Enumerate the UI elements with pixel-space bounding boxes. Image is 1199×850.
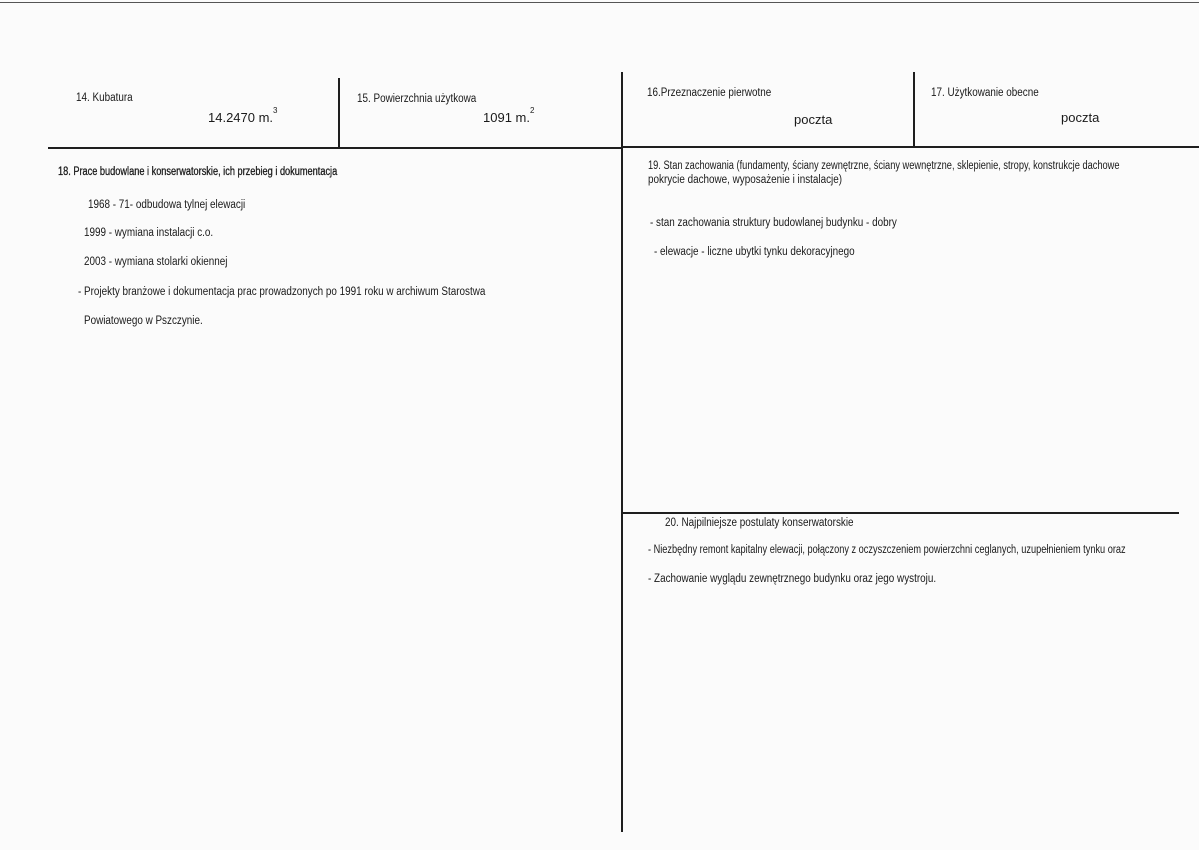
top-border: [0, 2, 1199, 3]
uzytkowanie-value: poczta: [1061, 110, 1100, 125]
section-20-item: - Zachowanie wyglądu zewnętrznego budynku oraz jego wystroju.: [648, 573, 937, 585]
section-19-title-cont: pokrycie dachowe, wyposażenie i instalacje): [648, 174, 843, 186]
section-18-item: - Projekty branżowe i dokumentacja prac prowadzonych po 1991 roku w archiwum Starostwa: [78, 286, 486, 298]
divider-20: [622, 512, 1179, 514]
divider-14-15: [338, 78, 340, 148]
section-18-item: Powiatowego w Pszczynie.: [84, 315, 203, 327]
kubatura-value: 14.2470 m.$^3$: [208, 106, 278, 125]
przeznaczenie-value: poczta: [794, 112, 833, 127]
powierzchnia-label: 15. Powierzchnia użytkowa: [357, 93, 477, 105]
section-19-item: - elewacje - liczne ubytki tynku dekoracyjnego: [654, 246, 855, 258]
section-19-title: 19. Stan zachowania (fundamenty, ściany zewnętrzne, ściany wewnętrzne, sklepienie, stropy, konstrukcje dachowe: [648, 160, 1120, 172]
section-18-title: 18. Prace budowlane i konserwatorskie, ich przebieg i dokumentacja: [58, 166, 338, 178]
section-18-item: 2003 - wymiana stolarki okiennej: [84, 256, 228, 268]
kubatura-label: 14. Kubatura: [76, 92, 133, 104]
uzytkowanie-label: 17. Użytkowanie obecne: [931, 87, 1039, 99]
divider-16-17: [913, 72, 915, 146]
section-18-item: 1999 - wymiana instalacji c.o.: [84, 227, 214, 239]
section-20-title: 20. Najpilniejsze postulaty konserwatorskie: [665, 517, 854, 529]
section-19-item: - stan zachowania struktury budowlanej budynku - dobry: [650, 217, 897, 229]
row-divider-left: [48, 147, 622, 149]
section-18-item: 1968 - 71- odbudowa tylnej elewacji: [88, 199, 246, 211]
section-20-item: - Niezbędny remont kapitalny elewacji, połączony z oczyszczeniem powierzchni ceglanych, uzupełnieniem tynku oraz: [648, 544, 1126, 556]
divider-center: [621, 72, 623, 832]
row-divider-right: [622, 146, 1199, 148]
powierzchnia-value: 1091 m.$^2$: [483, 106, 535, 125]
przeznaczenie-label: 16.Przeznaczenie pierwotne: [647, 87, 772, 99]
